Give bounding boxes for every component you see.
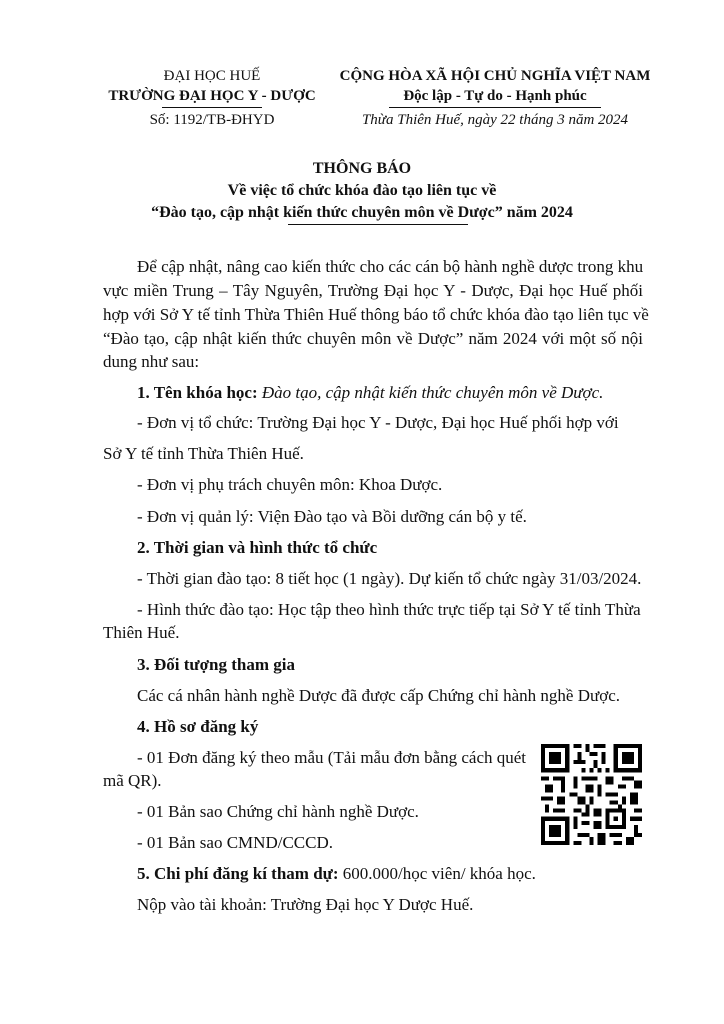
participants-line: Các cá nhân hành nghề Dược đã được cấp Chứng chỉ hành nghề Dược. [137, 686, 621, 705]
title-underline [288, 224, 468, 225]
department-line: - Đơn vị phụ trách chuyên môn: Khoa Dược. [137, 475, 443, 494]
intro-line-3: hợp với Sở Y tế tỉnh Thừa Thiên Huế thông báo tổ chức khóa đào tạo liên tục về [103, 305, 649, 324]
intro-line-5: dung như sau: [103, 352, 200, 371]
document-number: Số: 1192/TB-ĐHYD [149, 112, 275, 128]
section-5-heading: 5. Chi phí đăng kí tham dự: [137, 864, 339, 883]
university-name: ĐẠI HỌC HUẾ [163, 68, 261, 84]
documents-item-1a: - 01 Đơn đăng ký theo mẫu (Tải mẫu đơn bằng cách quét [137, 748, 527, 767]
document-title: THÔNG BÁO [312, 160, 412, 177]
section-5-title [137, 864, 536, 884]
organizer-line-1: - Đơn vị tổ chức: Trường Đại học Y - Dược, Đại học Huế phối hợp với [137, 413, 619, 432]
qr-code-image[interactable] [541, 744, 642, 845]
payment-account-line: Nộp vào tài khoản: Trường Đại học Y Dược Huế. [137, 895, 474, 914]
training-form-line-2: Thiên Huế. [103, 623, 180, 642]
republic-name: CỘNG HÒA XÃ HỘI CHỦ NGHĨA VIỆT NAM [339, 68, 651, 84]
intro-line-2: vực miền Trung – Tây Nguyên, Trường Đại học Y - Dược, Đại học Huế phối [103, 281, 643, 300]
section-4-heading: 4. Hồ sơ đăng ký [137, 717, 259, 736]
school-underline [162, 107, 262, 108]
motto-underline [389, 107, 601, 108]
documents-item-3: - 01 Bản sao CMND/CCCD. [137, 833, 333, 852]
school-name: TRƯỜNG ĐẠI HỌC Y - DƯỢC [108, 88, 316, 104]
intro-line-4: “Đào tạo, cập nhật kiến thức chuyên môn về Dược” năm 2024 với một số nội [103, 329, 643, 348]
management-line: - Đơn vị quản lý: Viện Đào tạo và Bồi dưỡng cán bộ y tế. [137, 507, 527, 526]
subject-line-1: Về việc tổ chức khóa đào tạo liên tục về [227, 182, 497, 199]
training-form-line-1: - Hình thức đào tạo: Học tập theo hình thức trực tiếp tại Sở Y tế tỉnh Thừa [137, 600, 641, 619]
section-2-heading: 2. Thời gian và hình thức tổ chức [137, 538, 378, 557]
training-time-line: - Thời gian đào tạo: 8 tiết học (1 ngày). Dự kiến tổ chức ngày 31/03/2024. [137, 569, 642, 588]
course-name: Đào tạo, cập nhật kiến thức chuyên môn về Dược. [261, 383, 604, 402]
fee-value: 600.000/học viên/ khóa học. [338, 864, 536, 883]
documents-item-1b: mã QR). [103, 771, 162, 790]
section-1-title [137, 383, 603, 403]
subject-line-2: “Đào tạo, cập nhật kiến thức chuyên môn về Dược” năm 2024 [151, 204, 573, 221]
section-1-heading: 1. Tên khóa học: [137, 383, 258, 402]
national-motto: Độc lập - Tự do - Hạnh phúc [403, 88, 587, 104]
organizer-line-2: Sở Y tế tỉnh Thừa Thiên Huế. [103, 444, 304, 463]
document-date: Thừa Thiên Huế, ngày 22 tháng 3 năm 2024 [361, 112, 629, 128]
intro-line-1: Để cập nhật, nâng cao kiến thức cho các cán bộ hành nghề dược trong khu [137, 257, 644, 276]
section-3-heading: 3. Đối tượng tham gia [137, 655, 295, 674]
documents-item-2: - 01 Bản sao Chứng chỉ hành nghề Dược. [137, 802, 419, 821]
